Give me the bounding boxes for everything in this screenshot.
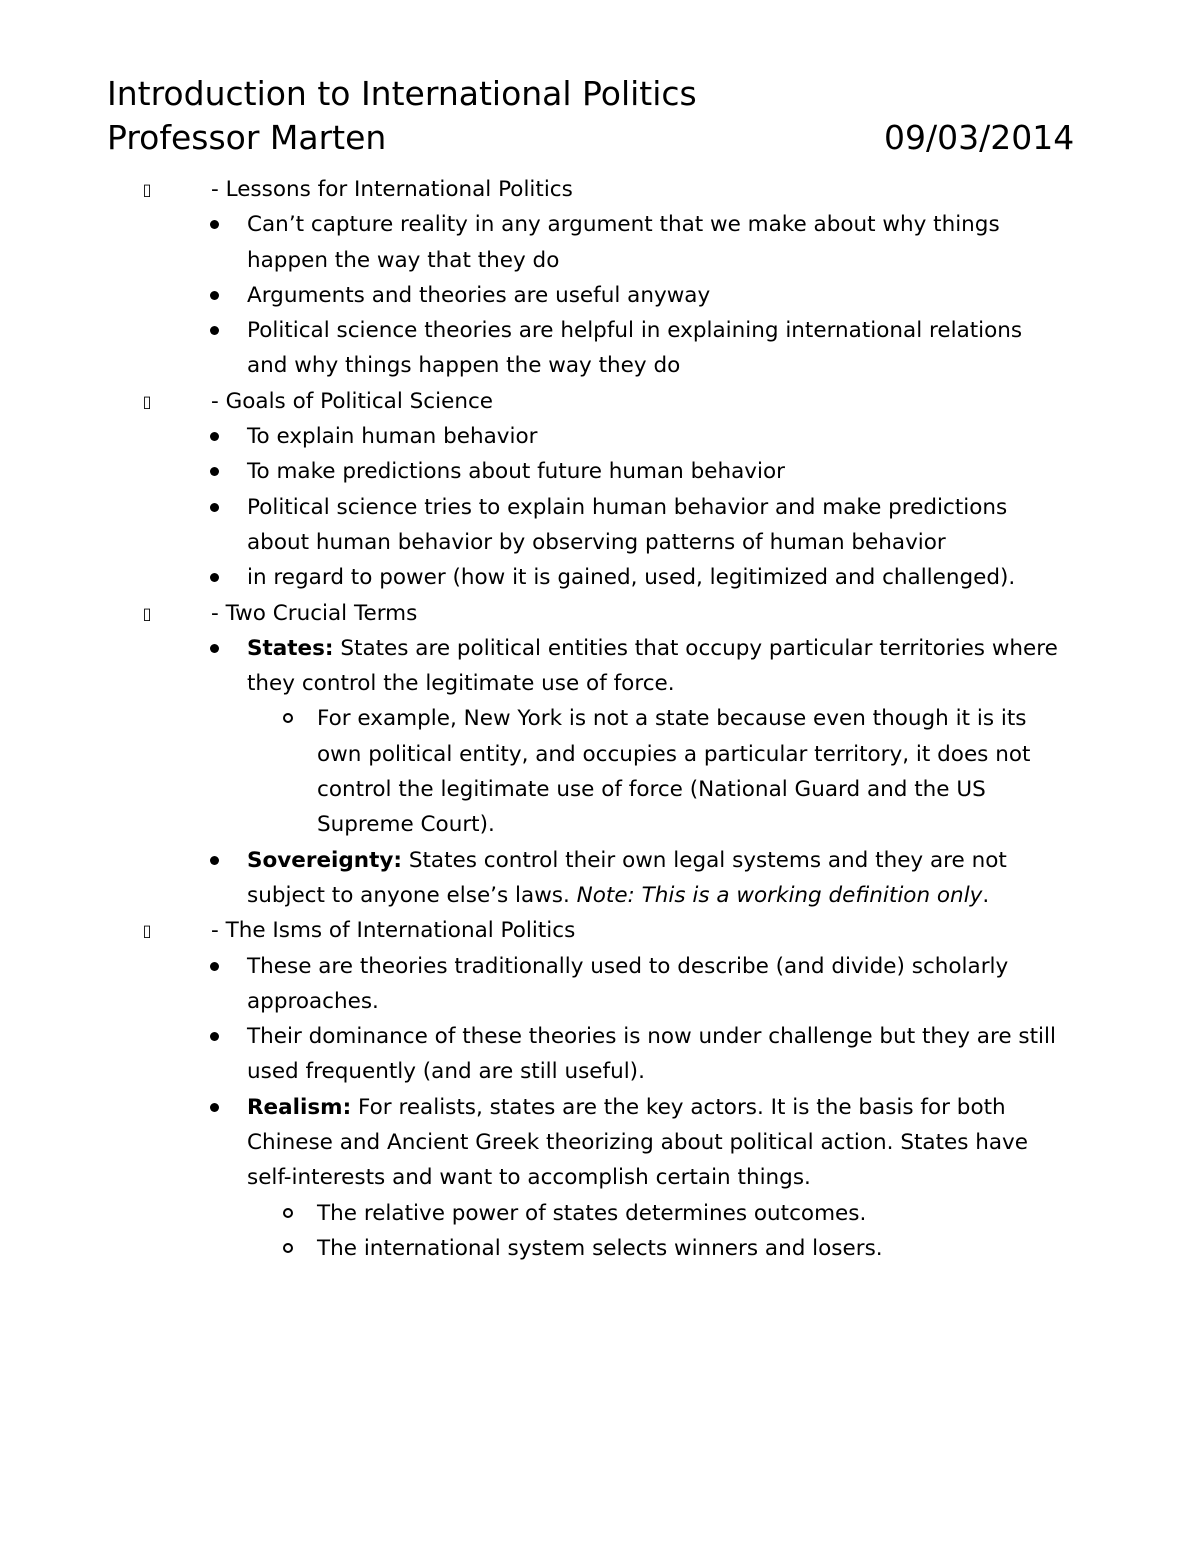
sub-list-item-text: The international system selects winners and losers. — [317, 1235, 883, 1261]
bullet-dot-icon — [210, 326, 219, 335]
list-item — [0, 419, 1062, 454]
hollow-circle-bullet-icon — [283, 713, 293, 723]
section-heading-text: - Two Crucial Terms — [211, 600, 418, 626]
bullet-dot-icon — [210, 962, 219, 971]
notes-section — [0, 913, 1200, 1266]
section-heading — [0, 596, 1200, 631]
bullet-dot-icon — [210, 1032, 219, 1041]
list-item — [0, 631, 1062, 702]
list-item-text: Political science tries to explain human behavior and make predictions about human behavior by observing patterns of human behavior — [247, 494, 1008, 555]
list-item — [0, 843, 1062, 914]
section-heading-text: - The Isms of International Politics — [211, 918, 576, 944]
sub-list-item-text: The relative power of states determines outcomes. — [317, 1200, 867, 1226]
lecture-date: 09/03/2014 — [884, 118, 1075, 157]
list-item — [0, 1090, 1062, 1196]
list-item-text: Their dominance of these theories is now under challenge but they are still used frequently (and are still useful). — [247, 1024, 1056, 1085]
term-label: States: — [247, 635, 334, 661]
list-item-text: To explain human behavior — [247, 424, 538, 450]
section-heading — [0, 172, 1200, 207]
section-heading — [0, 913, 1200, 948]
sub-list-item — [0, 701, 1062, 842]
bullet-dot-icon — [210, 467, 219, 476]
list-item-text: States control their own legal systems and they are not subject to anyone else’s laws. — [247, 847, 1007, 908]
list-item — [0, 560, 1062, 595]
list-item-text: Can’t capture reality in any argument that we make about why things happen the way that they do — [247, 212, 1000, 273]
notes-section — [0, 172, 1200, 384]
bullet-dot-icon — [210, 220, 219, 229]
list-item-text: For realists, states are the key actors. It is the basis for both Chinese and Ancient Greek theorizing about political action. States have self-interests and want to accomplish certain things. — [247, 1094, 1029, 1191]
bullet-dot-icon — [210, 1103, 219, 1112]
list-item — [0, 207, 1062, 278]
sub-list-item-text: For example, New York is not a state because even though it is its own political entity, and occupies a particular territory, it does not control the legitimate use of force (National Guard and the US Supreme Court). — [317, 706, 1031, 838]
list-item-text: Arguments and theories are useful anyway — [247, 282, 711, 308]
section-heading-text: - Lessons for International Politics — [211, 177, 573, 202]
list-item — [0, 313, 1062, 384]
list-item — [0, 1019, 1062, 1090]
sub-list-item — [0, 1231, 1062, 1266]
section-heading-text: - Goals of Political Science — [211, 388, 493, 414]
hollow-circle-bullet-icon — [283, 1208, 293, 1218]
bullet-dot-icon — [210, 856, 219, 865]
list-item-text: Political science theories are helpful in explaining international relations and why things happen the way they do — [247, 318, 1023, 379]
list-item — [0, 490, 1062, 561]
missing-glyph-box-icon: ▯ — [142, 391, 152, 411]
term-label: Realism: — [247, 1094, 352, 1120]
notes-section — [0, 384, 1200, 596]
trailing-punctuation: . — [982, 882, 990, 908]
bullet-dot-icon — [210, 291, 219, 300]
list-item-text: To make predictions about future human behavior — [247, 459, 785, 485]
sub-list-item — [0, 1196, 1062, 1231]
professor-name: Professor Marten — [107, 118, 387, 157]
term-label: Sovereignty: — [247, 847, 402, 873]
course-title: Introduction to International Politics — [107, 74, 697, 113]
list-item-text: in regard to power (how it is gained, used, legitimized and challenged). — [247, 565, 1016, 591]
bullet-dot-icon — [210, 432, 219, 441]
bullet-dot-icon — [210, 573, 219, 582]
note-text: Note: This is a working definition only — [576, 882, 983, 908]
hollow-circle-bullet-icon — [283, 1243, 293, 1253]
bullet-dot-icon — [210, 503, 219, 512]
missing-glyph-box-icon: ▯ — [142, 921, 152, 941]
list-item — [0, 454, 1062, 489]
list-item — [0, 278, 1062, 313]
missing-glyph-box-icon: ▯ — [142, 603, 152, 623]
notes-content — [0, 172, 1200, 1266]
list-item-text: States are political entities that occupy particular territories where they control the legitimate use of force. — [247, 635, 1058, 697]
section-heading — [0, 384, 1200, 419]
notes-section — [0, 596, 1200, 914]
list-item-text: These are theories traditionally used to describe (and divide) scholarly approaches. — [247, 953, 1009, 1014]
bullet-dot-icon — [210, 644, 219, 653]
missing-glyph-box-icon: ▯ — [142, 180, 152, 199]
list-item — [0, 949, 1062, 1020]
